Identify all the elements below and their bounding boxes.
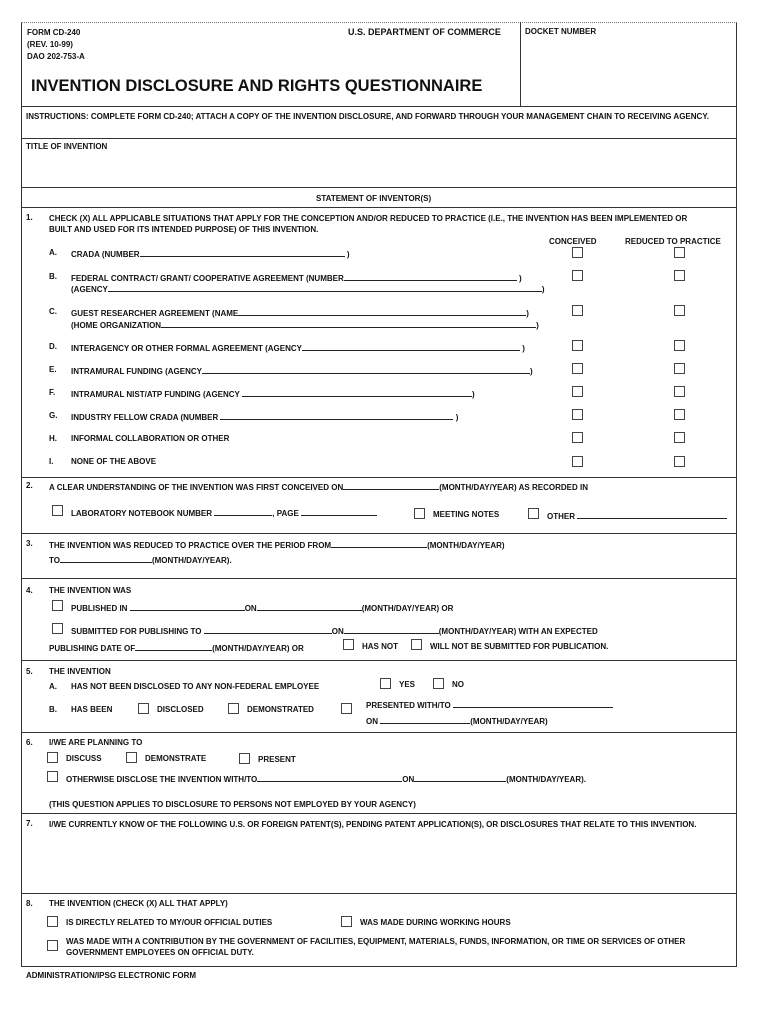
q1b-label: FEDERAL CONTRACT/ GRANT/ COOPERATIVE AGREEMENT (NUMBER (71, 274, 344, 283)
q4-mdy-or: (MONTH/DAY/YEAR) OR (361, 604, 454, 613)
q1h-letter: H. (49, 434, 57, 443)
q1h-conceived-checkbox[interactable] (572, 432, 583, 443)
q1c-home-row (71, 319, 539, 330)
statement-heading: STATEMENT OF INVENTOR(S) (316, 194, 432, 203)
q5b-presented-label: PRESENTED WITH/TO (366, 701, 451, 710)
q1f-label: INTRAMURAL NIST/ATP FUNDING (AGENCY (71, 390, 240, 399)
q1c-home-blank[interactable] (161, 319, 536, 328)
q4-pubdate-label: PUBLISHING DATE OF (49, 644, 136, 653)
q5b-demonstrated-checkbox[interactable] (228, 703, 239, 714)
q2-other-row (547, 510, 727, 521)
q1f-row (71, 388, 475, 399)
q4-submitted-row (71, 625, 598, 636)
divider (21, 578, 737, 579)
divider (21, 732, 737, 733)
q7-number: 7. (26, 819, 33, 828)
q1e-reduced-checkbox[interactable] (674, 363, 685, 374)
q4-submitted-blank[interactable] (204, 625, 332, 634)
paren: ) (518, 274, 522, 283)
q2-page-label: , PAGE (272, 509, 299, 518)
q1i-letter: I. (49, 457, 54, 466)
q1e-conceived-checkbox[interactable] (572, 363, 583, 374)
q4-published-row (71, 602, 453, 613)
footer-text: ADMINISTRATION/IPSG ELECTRONIC FORM (26, 971, 197, 980)
q1b-row (71, 272, 522, 283)
q1a-conceived-checkbox[interactable] (572, 247, 583, 258)
q1c-label: GUEST RESEARCHER AGREEMENT (NAME (71, 309, 239, 318)
q6-note: (THIS QUESTION APPLIES TO DISCLOSURE TO PERSONS NOT EMPLOYED BY YOUR AGENCY) (49, 800, 416, 809)
paren: ) (346, 250, 350, 259)
col-conceived: CONCEIVED (549, 237, 597, 246)
q2-text2: (MONTH/DAY/YEAR) AS RECORDED IN (439, 483, 588, 492)
q1g-label: INDUSTRY FELLOW CRADA (NUMBER (71, 413, 219, 422)
q1b-agency-label: (AGENCY (71, 285, 108, 294)
q1f-reduced-checkbox[interactable] (674, 386, 685, 397)
q1b-agency-row (71, 283, 545, 294)
q4-text: THE INVENTION WAS (49, 586, 132, 595)
divider (21, 813, 737, 814)
q4-will-not-label: WILL NOT BE SUBMITTED FOR PUBLICATION. (430, 642, 609, 651)
q4-on: ON (244, 604, 257, 613)
divider (21, 966, 737, 967)
q2-number: 2. (26, 481, 33, 490)
q1e-blank[interactable] (202, 365, 530, 374)
q5a-yes-label: YES (399, 680, 416, 689)
q8-hours-checkbox[interactable] (341, 916, 352, 927)
q1a-label: CRADA (NUMBER (71, 250, 140, 259)
q1f-letter: F. (49, 388, 56, 397)
q2-row (49, 481, 588, 492)
q1g-letter: G. (49, 411, 58, 420)
q4-will-not-checkbox[interactable] (411, 639, 422, 650)
divider (21, 207, 737, 208)
q1f-blank[interactable] (242, 388, 472, 397)
form-right-border (736, 22, 737, 967)
q3-row (49, 539, 505, 550)
q1-number: 1. (26, 213, 33, 222)
instructions: INSTRUCTIONS: COMPLETE FORM CD-240; ATTACH A COPY OF THE INVENTION DISCLOSURE, AND FORWARD THROUGH YOUR MANAGEMENT CHAIN TO RECEIVING AGENCY. (26, 112, 709, 121)
q4-mdy-expected: (MONTH/DAY/YEAR) WITH AN EXPECTED (438, 627, 598, 636)
q2-text1: A CLEAR UNDERSTANDING OF THE INVENTION WAS FIRST CONCEIVED ON (49, 483, 344, 492)
q1d-blank[interactable] (302, 342, 520, 351)
q1g-row (71, 411, 458, 422)
q6-otherwise-blank[interactable] (257, 773, 402, 782)
q8-hours-label: WAS MADE DURING WORKING HOURS (360, 918, 511, 927)
divider (21, 106, 737, 107)
q3-to-blank[interactable] (60, 554, 152, 563)
q1h-label: INFORMAL COLLABORATION OR OTHER (71, 434, 230, 443)
q5a-no-label: NO (452, 680, 464, 689)
q1e-row (71, 365, 533, 376)
form-revision: (REV. 10-99) (27, 40, 73, 49)
q1b-letter: B. (49, 272, 57, 281)
paren: ) (471, 390, 475, 399)
q5b-demonstrated-label: DEMONSTRATED (247, 705, 314, 714)
q5b-letter: B. (49, 705, 57, 714)
q5a-label: HAS NOT BEEN DISCLOSED TO ANY NON-FEDERAL EMPLOYEE (71, 682, 320, 691)
q5-text: THE INVENTION (49, 667, 111, 676)
q6-otherwise-label: OTHERWISE DISCLOSE THE INVENTION WITH/TO (66, 775, 258, 784)
q1d-row (71, 342, 525, 353)
q1b-blank[interactable] (344, 272, 517, 281)
form-title: INVENTION DISCLOSURE AND RIGHTS QUESTIONNAIRE (31, 77, 483, 95)
q5b-presented-row (366, 699, 613, 710)
docket-number-label: DOCKET NUMBER (525, 27, 597, 36)
col-reduced: REDUCED TO PRACTICE (625, 237, 721, 246)
q8-number: 8. (26, 899, 33, 908)
q1a-letter: A. (49, 248, 57, 257)
q2-other-blank[interactable] (577, 510, 727, 519)
q1i-conceived-checkbox[interactable] (572, 456, 583, 467)
q1i-label: NONE OF THE ABOVE (71, 457, 157, 466)
q3-number: 3. (26, 539, 33, 548)
q8-related-label: IS DIRECTLY RELATED TO MY/OUR OFFICIAL DUTIES (66, 918, 273, 927)
divider (21, 187, 737, 188)
q1-text: CHECK (X) ALL APPLICABLE SITUATIONS THAT APPLY FOR THE CONCEPTION AND/OR REDUCED TO PRACTICE (I.E., THE INVENTION HAS BEEN IMPLEMENTED OR BUILT AND USED FOR ITS INTENDED PURPOSE) OF THIS INVENTION. (49, 214, 688, 234)
q3-to-row (49, 554, 232, 565)
form-top-border (21, 22, 737, 23)
q4-submitted-date-blank[interactable] (344, 625, 439, 634)
q1c-reduced-checkbox[interactable] (674, 305, 685, 316)
q6-otherwise-checkbox[interactable] (47, 771, 58, 782)
q4-has-not-checkbox[interactable] (343, 639, 354, 650)
q1f-conceived-checkbox[interactable] (572, 386, 583, 397)
q3-mdy2: (MONTH/DAY/YEAR). (151, 556, 232, 565)
q6-discuss-checkbox[interactable] (47, 752, 58, 763)
q3-text: THE INVENTION WAS REDUCED TO PRACTICE OVER THE PERIOD FROM (49, 541, 332, 550)
q5b-presented-checkbox[interactable] (341, 703, 352, 714)
q3-to-label: TO (49, 556, 60, 565)
q1d-conceived-checkbox[interactable] (572, 340, 583, 351)
paren: ) (522, 344, 525, 353)
q5b-on-row (366, 715, 548, 726)
q1g-reduced-checkbox[interactable] (674, 409, 685, 420)
q6-otherwise-row (66, 773, 586, 784)
q5a-yes-checkbox[interactable] (380, 678, 391, 689)
q5b-disclosed-label: DISCLOSED (157, 705, 204, 714)
q3-from-blank[interactable] (331, 539, 427, 548)
q1d-reduced-checkbox[interactable] (674, 340, 685, 351)
q1b-conceived-checkbox[interactable] (572, 270, 583, 281)
divider (21, 533, 737, 534)
q1d-label: INTERAGENCY OR OTHER FORMAL AGREEMENT (AGENCY (71, 344, 302, 353)
q1a-reduced-checkbox[interactable] (674, 247, 685, 258)
q4-pubdate-blank[interactable] (135, 642, 212, 651)
q1e-label: INTRAMURAL FUNDING (AGENCY (71, 367, 202, 376)
q5b-on-label: ON (366, 717, 378, 726)
q2-date-blank[interactable] (343, 481, 439, 490)
q8-related-checkbox[interactable] (47, 916, 58, 927)
q5b-label: HAS BEEN (71, 705, 113, 714)
paren: ) (536, 321, 539, 330)
form-left-border (21, 22, 22, 967)
q8-contribution-label: WAS MADE WITH A CONTRIBUTION BY THE GOVERNMENT OF FACILITIES, EQUIPMENT, MATERIALS, FUNDS, INFORMATION, OR TIME OR SERVICES OF OTHER GOVERNMENT EMPLOYEES ON OFFICIAL DUTY. (66, 937, 686, 957)
q5b-disclosed-checkbox[interactable] (138, 703, 149, 714)
title-of-invention-field[interactable] (26, 154, 731, 184)
q3-mdy1: (MONTH/DAY/YEAR) (427, 541, 505, 550)
q6-present-label: PRESENT (258, 755, 296, 764)
form-number: FORM CD-240 (27, 28, 81, 37)
q1d-letter: D. (49, 342, 57, 351)
q4-submitted-label: SUBMITTED FOR PUBLISHING TO (71, 627, 202, 636)
q6-present-checkbox[interactable] (239, 753, 250, 764)
q6-demonstrate-checkbox[interactable] (126, 752, 137, 763)
q4-published-checkbox[interactable] (52, 600, 63, 611)
q2-notebook-label: LABORATORY NOTEBOOK NUMBER (71, 509, 213, 518)
q8-text: THE INVENTION (CHECK (X) ALL THAT APPLY) (49, 899, 228, 908)
q5a-letter: A. (49, 682, 57, 691)
q4-pubdate-row (49, 642, 304, 653)
q1b-agency-blank[interactable] (108, 283, 542, 292)
paren: ) (541, 285, 545, 294)
q4-on: ON (331, 627, 344, 636)
q6-demonstrate-label: DEMONSTRATE (145, 754, 207, 763)
q5b-presented-blank[interactable] (453, 699, 613, 708)
q1i-reduced-checkbox[interactable] (674, 456, 685, 467)
q1g-blank[interactable] (220, 411, 453, 420)
q5a-no-checkbox[interactable] (433, 678, 444, 689)
divider (21, 893, 737, 894)
paren: ) (455, 413, 459, 422)
q4-published-label: PUBLISHED IN (71, 604, 128, 613)
docket-number-field[interactable] (578, 38, 730, 98)
q2-meeting-checkbox[interactable] (414, 508, 425, 519)
divider (21, 138, 737, 139)
q4-published-date-blank[interactable] (257, 602, 362, 611)
q4-published-blank[interactable] (130, 602, 245, 611)
q2-notebook-blank[interactable] (214, 507, 272, 516)
q7-answer-field[interactable] (49, 843, 729, 889)
q6-mdy: (MONTH/DAY/YEAR). (506, 775, 586, 784)
q1c-row (71, 307, 529, 318)
q8-contribution-checkbox[interactable] (47, 940, 58, 951)
q2-other-label: OTHER (547, 512, 575, 521)
q1h-reduced-checkbox[interactable] (674, 432, 685, 443)
q4-has-not-label: HAS NOT (362, 642, 398, 651)
department-name: U.S. DEPARTMENT OF COMMERCE (348, 27, 501, 37)
q1a-row (71, 248, 350, 259)
q4-number: 4. (26, 586, 33, 595)
title-of-invention-label: TITLE OF INVENTION (26, 142, 108, 151)
paren: ) (529, 367, 533, 376)
divider (21, 477, 737, 478)
q6-on: ON (402, 775, 415, 784)
q1c-blank[interactable] (238, 307, 526, 316)
q5-number: 5. (26, 667, 33, 676)
q1b-reduced-checkbox[interactable] (674, 270, 685, 281)
q6-number: 6. (26, 738, 33, 747)
q1c-home-label: (HOME ORGANIZATION (71, 321, 162, 330)
q2-other-checkbox[interactable] (528, 508, 539, 519)
q4-submitted-checkbox[interactable] (52, 623, 63, 634)
q2-notebook-checkbox[interactable] (52, 505, 63, 516)
paren: ) (526, 309, 529, 318)
q1c-conceived-checkbox[interactable] (572, 305, 583, 316)
docket-divider (520, 22, 521, 106)
q6-text: I/WE ARE PLANNING TO (49, 738, 143, 747)
q2-page-blank[interactable] (301, 507, 377, 516)
q2-notebook-row (71, 507, 377, 518)
q4-mdy-or: (MONTH/DAY/YEAR) OR (212, 644, 304, 653)
q1c-letter: C. (49, 307, 57, 316)
q7-text: I/WE CURRENTLY KNOW OF THE FOLLOWING U.S. OR FOREIGN PATENT(S), PENDING PATENT APPLICATION(S), OR DISCLOSURES THAT RELATE TO THIS INVENTION. (49, 820, 697, 829)
q1e-letter: E. (49, 365, 57, 374)
divider (21, 660, 737, 661)
q5b-date-blank[interactable] (380, 715, 470, 724)
q5b-mdy: (MONTH/DAY/YEAR) (470, 717, 548, 726)
q1g-conceived-checkbox[interactable] (572, 409, 583, 420)
form-dao: DAO 202-753-A (27, 52, 85, 61)
q1a-blank[interactable] (140, 248, 345, 257)
q6-date-blank[interactable] (414, 773, 506, 782)
q6-discuss-label: DISCUSS (66, 754, 102, 763)
q2-meeting-label: MEETING NOTES (433, 510, 500, 519)
